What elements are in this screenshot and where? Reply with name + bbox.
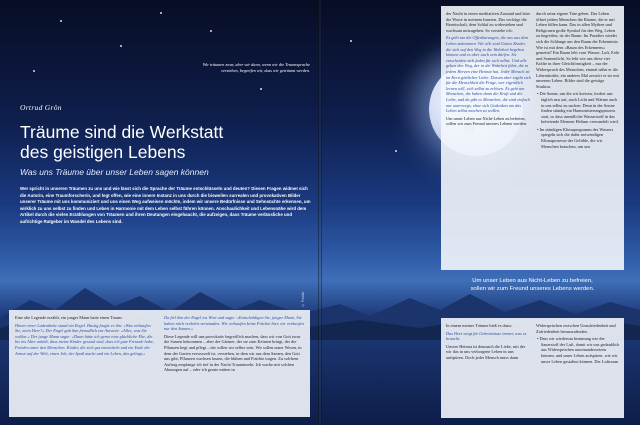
dream-quote: Da fiel ihm der Engel ins Wort und sagte: »Entschuldigen Sie, junger Mann, Sie haben mich verkehrt verstanden. Wir verkaufen keine Früchte hier, wir verkaufen nur den Samen.« xyxy=(164,315,304,332)
pull-quote: Wir träumen zwar, aber wir dann, wenn wir die Traumsprache verstehen, begreifen wir, dass wir geträumt werden. xyxy=(202,62,310,73)
body-text: durch seine eigene Türe gehen. Das Leben öffnet jedem Menschen die Räume, die er mit Leben füllen kann. Das in allen Mythen und Religionen große Symbol für den Weg, Leben zu begreifen, ist der Baum. Im Paradies windet sich die Schlange um den Baum der Erkenntnis. Wie ist mit dem »Baum des Erkennens« gemeint? Ein Baum lebt vom Wasser, Luft, Erde und Sonnenlicht. So lebt wie uns diese vier Kräfte in ihrer Gleichförmigkeit – nur der Widerspruch des Menschen, einmal nährt er die Lebenskräfte, ein anderes Mal zerstört er sie mit unserem Leben. Bilder sind die geistige Struktur. xyxy=(536,11,620,89)
bullet-item: • Im ständigen Klimaprogramm des Wassers spiegeln sich die dafür notwendigen Klimaprozesse der Gefühle, die wir Menschen brauchen, um uns xyxy=(536,127,620,149)
title-line: Träume sind die Werkstatt xyxy=(20,122,224,142)
text-box-bottom-left xyxy=(9,310,310,417)
title-line: des geistigen Lebens xyxy=(20,142,186,162)
dream-quote: Das Herz sorgt für Geheimnisse immer, was es braucht. xyxy=(446,330,527,342)
star xyxy=(60,20,62,22)
star xyxy=(33,70,35,72)
star xyxy=(160,12,162,14)
body-text: Widersprüchen zwischen Unzufriedenheit und Zufriedenheit herauszufinden. xyxy=(536,323,616,334)
star xyxy=(120,45,122,47)
dream-quote: Es geht um die Offenbarungen, die uns aus dem Leben zukommen. Wir alle sind Gottes Kinder, die sich auf den Weg in die Wahrheit begeben können und es aber auch sein dürfen. Sie entscheiden sich jeden für sich selbst. Und alle gehen den Weg, der in die Wahrheit führt, die in jedem Herzen eine Heimat hat. Jeder Mensch ist im Kern göttlicher Liebe. Darum aber ergibt sich für die Menschheit die Frage, wer eigentlich lernen will, sich selbst zu erlösen. Es geht um Menschen, die haben dann die Kraft und die Liebe, und da gibt es Menschen, die sind einfach nur unterwegs, ohne sich Gedanken um das Leben selbst machen zu wollen. xyxy=(446,35,531,114)
dream-quote: Hinter einer Ladentheke stand ein Engel. Hastig fragte er ihn: »Was verkaufen Sie, mein Herr?« Der Engel gab ihm freundlich zur Antwort: »Alles, was Sie wollen.« Der junge Mann sagte: »Dann hätte ich gerne eine glückliche Ehe, die bis ins Alter anhält, dass meine Kinder gesund sind, dass ich gute Freunde habe, Frieden unter den Menschen. Kinder, die sich gut entwickeln und ein Ende der Armut auf der Welt, einen Job, der Spaß macht und ein Leben, das gelingt.« xyxy=(15,322,154,356)
star xyxy=(210,30,212,32)
text-box-right-top xyxy=(441,6,624,270)
callout-line: sollen wir zum Freund unseres Lebens werden. xyxy=(470,286,595,292)
text-box-right-bottom xyxy=(441,318,624,418)
star xyxy=(350,40,352,42)
body-text: Eine alte Legende erzählt, ein junger Mann hatte einen Traum: xyxy=(15,315,123,320)
photo-credit: © Fotolia xyxy=(301,292,305,307)
star xyxy=(395,150,397,152)
article-title xyxy=(20,122,320,162)
page-gutter xyxy=(318,0,322,425)
author-name: Ortrud Grön xyxy=(20,103,62,112)
lead-paragraph: Wer spricht in unseren Träumen zu uns und wie lässt sich die Sprache der Träume entschlüsseln und deuten? Diesen Fragen widmet sich die Autorin, eine Traumforscherin, und legt offen, wie eine innere Instanz in uns durch die bisweilen surrealen und provokativen Bilder unserer Träume mit uns kommuniziert und uns einen Weg aufweisen möchte, indem wir unsere Bedürfnisse und Sehnsüchte erkennen, um wirklich zu uns selbst zu finden und Leben in Harmonie mit dem Leben selbst führen können. Anschaulichkeit und Lebensnähe wird dem Artikel durch die vielen Erzählungen von Träumen und ihren Deutungen eingehaucht, die aufzeigen, dass Träume verlässliche und aufrichtige Ratgeber im Wandel des Lebens sind. xyxy=(20,186,311,224)
star xyxy=(260,88,262,90)
body-text: Um unser Leben aus Nicht-Leben zu befreien, sollen wir zum Freund unseres Lebens werden. xyxy=(446,115,528,127)
body-text: In einem meiner Träume hieß es dazu: xyxy=(446,323,512,328)
callout-line: Um unser Leben aus Nicht-Leben zu befreien, xyxy=(472,278,593,284)
body-text: der Nacht in einen meditativen Zustand und höre die Worte in meinem Inneren. Das verfolge die Bereitschaft, dem Schlaf zu widerstehen und wachsam mitzugehen. So verstehe ich: xyxy=(446,11,531,33)
callout-quote xyxy=(441,277,624,293)
body-text: Diese Legende will uns provokativ begreiflich machen, dass wir von Gott zwar die Samen bekommen – aber der Gärtner, der sie zum Keimen bringt, der die Pflanzen hegt und pflegt – der sollen wir selber sein. Wir sollen unser Wesen, in dem der Garten verwurzelt ist, verstehen, in dem wir aus dem Samen, den Gott uns gibt, Pflanzen wachsen lassen, die blühen und Früchte tragen. Zu solchem Auftrag empfange ich tief in der Nacht Trauminseln. Ich wache mit solchen Ahnungen auf – oder ich gerate mitten in xyxy=(164,333,302,373)
bullet-item: • Dass wir wiederum beatmung wie der Sauerstoff der Luft, damit wir uns gedanklich aus Widersprüchen auseinandersetzen können, und unser Leben aufspüren, wie wir unser Leben gestalten können. Der Luftraum xyxy=(536,336,620,364)
article-subtitle: Was uns Träume über unser Leben sagen können xyxy=(20,167,209,177)
body-text: Unsere Heimat ist demnach die Liebe, mit der wir das in uns verborgene Leben in uns aufspüren. Doch jeder Mensch muss dann xyxy=(446,343,526,360)
bullet-item: • Die Sonne, um die wir kreisen, fordert uns täglich neu auf, nach Licht und Wärme auch in uns selbst zu suchen. Denn in der Sonne finden ständig ein Harmonisierungsprozess statt, so dass unendliche Wasserstoff in das befreiende Element Helium verwandelt wird. xyxy=(536,91,620,125)
